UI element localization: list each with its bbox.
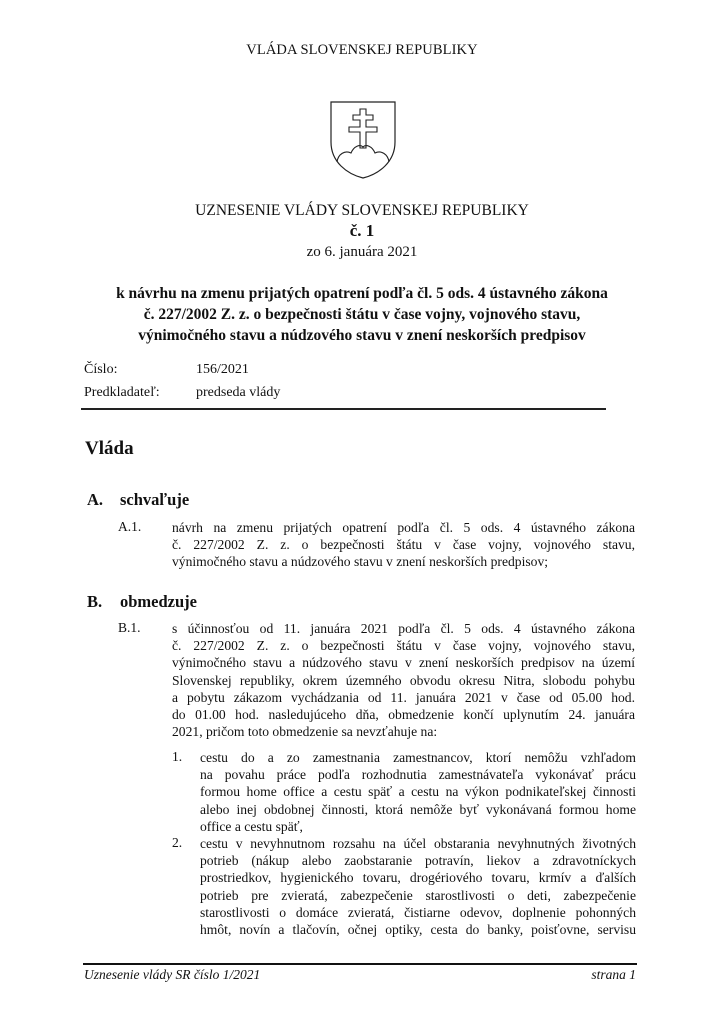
resolution-number: č. 1 xyxy=(349,221,375,240)
footer-document-ref: Uznesenie vlády SR číslo 1/2021 xyxy=(84,967,261,982)
number-value: 156/2021 xyxy=(196,362,249,377)
text-line: office a cestu späť, xyxy=(200,818,303,834)
number-label: Číslo: xyxy=(84,362,118,377)
section-b-letter: B. xyxy=(87,592,103,611)
text-line: výnimočného stavu a núdzového stavu v znení neskorších predpisov na území xyxy=(172,655,635,671)
text-line: potrieb pre zvieratá, zabezpečenie starostlivosti o deti, zabezpečenie xyxy=(200,887,636,903)
resolution-title: UZNESENIE VLÁDY SLOVENSKEJ REPUBLIKY xyxy=(195,202,529,219)
text-line: cestu v nevyhnutnom rozsahu na účel obstarania nevyhnutných životných xyxy=(200,836,636,851)
list-item-2-text xyxy=(200,835,636,938)
text-line: 2021, pričom toto obmedzenie sa nevzťahuje na: xyxy=(172,724,438,740)
text-line: prostriedkov, hygienického tovaru, drogériového tovaru, krmív a ďalších xyxy=(200,870,636,886)
text-line: cestu do a zo zamestnania zamestnancov, ktorí nemôžu vzhľadom xyxy=(200,750,636,765)
text-line: hmôt, novín a tlačovín, očnej optiky, cesta do banky, poisťovne, servisu xyxy=(200,922,636,938)
text-line: starostlivosti o domáce zvieratá, čistiarne odevov, doplnenie pohonných xyxy=(200,904,636,920)
subject-line: výnimočného stavu a núdzového stavu v znení neskorších predpisov xyxy=(138,327,586,344)
text-line: potrieb (nákup alebo zaobstaranie potravín, liekov a zdravotníckych xyxy=(200,853,636,869)
slovak-coat-of-arms-icon xyxy=(329,100,397,180)
text-line: č. 227/2002 Z. z. o bezpečnosti štátu v čase vojny, vojnového stavu, xyxy=(172,537,635,553)
item-a1-text xyxy=(172,519,635,571)
submitter-label: Predkladateľ: xyxy=(84,385,160,400)
subject-line: č. 227/2002 Z. z. o bezpečnosti štátu v čase vojny, vojnového stavu, xyxy=(143,306,581,323)
subject-line: k návrhu na zmenu prijatých opatrení podľa čl. 5 ods. 4 ústavného zákona xyxy=(116,285,608,302)
item-b1-label: B.1. xyxy=(118,620,141,635)
text-line: výnimočného stavu a núdzového stavu v znení neskorších predpisov; xyxy=(172,554,549,570)
text-line: návrh na zmenu prijatých opatrení podľa čl. 5 ods. 4 ústavného zákona xyxy=(172,520,635,535)
resolution-date: zo 6. januára 2021 xyxy=(306,244,418,260)
list-item-1-number: 1. xyxy=(172,749,183,764)
text-line: s účinnosťou od 11. januára 2021 podľa čl. 5 ods. 4 ústavného zákona xyxy=(172,621,635,636)
footer-rule xyxy=(83,963,637,965)
section-a-letter: A. xyxy=(87,490,104,509)
separator-line xyxy=(81,408,606,410)
footer-page-number: strana 1 xyxy=(591,967,636,982)
government-header: VLÁDA SLOVENSKEJ REPUBLIKY xyxy=(246,42,478,58)
text-line: do 01.00 hod. nasledujúceho dňa, obmedzenie končí uplynutím 24. januára xyxy=(172,707,635,723)
section-a-title: schvaľuje xyxy=(120,490,190,509)
text-line: na povahu práce podľa rozhodnutia zamestnávateľa vykonávať prácu xyxy=(200,767,636,783)
text-line: formou home office a cestu späť a cestu na výkon podnikateľskej činnosti xyxy=(200,784,636,800)
section-b-title: obmedzuje xyxy=(120,592,197,611)
text-line: č. 227/2002 Z. z. o bezpečnosti štátu v čase vojny, vojnového stavu, xyxy=(172,638,635,654)
item-a1-label: A.1. xyxy=(118,519,142,534)
text-line: Slovenskej republiky, okrem územného obvodu okresu Nitra, slobodu pohybu xyxy=(172,672,635,688)
resolution-subject xyxy=(0,283,724,346)
item-b1-text xyxy=(172,620,635,740)
list-item-2-number: 2. xyxy=(172,835,183,850)
text-line: alebo inej obdobnej činnosti, ktorá nemôže byť vykonávaná formou home xyxy=(200,801,636,817)
list-item-1-text xyxy=(200,749,636,835)
submitter-value: predseda vlády xyxy=(196,385,281,400)
text-line: a pobytu zákazom vychádzania od 11. januára 2021 v čase od 05.00 hod. xyxy=(172,689,635,705)
body-heading: Vláda xyxy=(85,438,134,459)
